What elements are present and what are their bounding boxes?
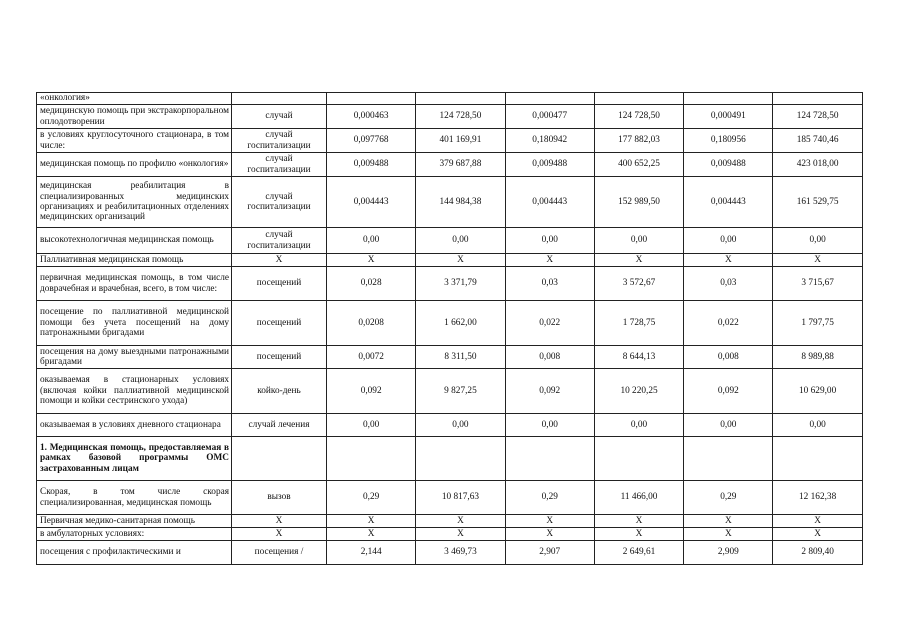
value-cell: 10 817,63 bbox=[416, 481, 505, 515]
value-cell: X bbox=[594, 528, 683, 541]
table-row bbox=[37, 301, 863, 346]
value-cell: 401 169,91 bbox=[416, 129, 505, 153]
value-cell: 0,180956 bbox=[684, 129, 773, 153]
value-cell: 0,00 bbox=[684, 228, 773, 254]
value-cell: X bbox=[773, 515, 862, 528]
row-label: высокотехнологичная медицинская помощь bbox=[37, 228, 232, 254]
table-row bbox=[37, 267, 863, 301]
value-cell: 161 529,75 bbox=[773, 177, 862, 228]
tariff-table bbox=[36, 92, 863, 565]
unit-cell: случай госпитализации bbox=[232, 129, 327, 153]
value-cell: 0,092 bbox=[327, 369, 416, 414]
unit-cell: X bbox=[232, 528, 327, 541]
value-cell: 0,00 bbox=[327, 228, 416, 254]
value-cell: 400 652,25 bbox=[594, 153, 683, 177]
row-label: первичная медицинская помощь, в том числе доврачебная и врачебная, всего, в том числе: bbox=[37, 267, 232, 301]
table-body bbox=[37, 93, 863, 565]
value-cell: X bbox=[327, 254, 416, 267]
value-cell: 8 989,88 bbox=[773, 346, 862, 369]
unit-cell: вызов bbox=[232, 481, 327, 515]
value-cell: 0,29 bbox=[684, 481, 773, 515]
value-cell bbox=[684, 93, 773, 105]
row-label: в амбулаторных условиях: bbox=[37, 528, 232, 541]
value-cell: X bbox=[416, 254, 505, 267]
value-cell: 0,028 bbox=[327, 267, 416, 301]
row-label: в условиях круглосуточного стационара, в том числе: bbox=[37, 129, 232, 153]
value-cell: X bbox=[327, 528, 416, 541]
value-cell: 11 466,00 bbox=[594, 481, 683, 515]
unit-cell: посещений bbox=[232, 346, 327, 369]
unit-cell: посещений bbox=[232, 301, 327, 346]
value-cell: 0,03 bbox=[505, 267, 594, 301]
row-label: Скорая, в том числе скорая специализированная, медицинская помощь bbox=[37, 481, 232, 515]
value-cell: 3 469,73 bbox=[416, 541, 505, 565]
value-cell: X bbox=[505, 515, 594, 528]
value-cell: 0,0208 bbox=[327, 301, 416, 346]
value-cell: 1 797,75 bbox=[773, 301, 862, 346]
value-cell: 0,0072 bbox=[327, 346, 416, 369]
value-cell: 0,00 bbox=[773, 414, 862, 437]
value-cell: 0,00 bbox=[594, 228, 683, 254]
value-cell bbox=[416, 437, 505, 481]
value-cell: 2,144 bbox=[327, 541, 416, 565]
value-cell: 2 809,40 bbox=[773, 541, 862, 565]
value-cell bbox=[327, 93, 416, 105]
table-row bbox=[37, 177, 863, 228]
unit-cell: случай bbox=[232, 105, 327, 129]
unit-cell: посещений bbox=[232, 267, 327, 301]
value-cell: 0,009488 bbox=[327, 153, 416, 177]
table-row bbox=[37, 515, 863, 528]
value-cell bbox=[327, 437, 416, 481]
value-cell: 3 371,79 bbox=[416, 267, 505, 301]
table-row bbox=[37, 93, 863, 105]
value-cell: 0,00 bbox=[773, 228, 862, 254]
value-cell: 0,000477 bbox=[505, 105, 594, 129]
value-cell: 0,00 bbox=[327, 414, 416, 437]
row-label: Паллиативная медицинская помощь bbox=[37, 254, 232, 267]
value-cell: 0,009488 bbox=[505, 153, 594, 177]
value-cell: 177 882,03 bbox=[594, 129, 683, 153]
value-cell: X bbox=[773, 528, 862, 541]
value-cell bbox=[594, 437, 683, 481]
table-row bbox=[37, 369, 863, 414]
value-cell: 0,022 bbox=[505, 301, 594, 346]
row-label: медицинская помощь по профилю «онкология» bbox=[37, 153, 232, 177]
value-cell: 8 311,50 bbox=[416, 346, 505, 369]
value-cell: 2 649,61 bbox=[594, 541, 683, 565]
row-label: посещение по паллиативной медицинской помощи без учета посещений на дому патронажными бригадами bbox=[37, 301, 232, 346]
value-cell: 0,022 bbox=[684, 301, 773, 346]
value-cell: 0,008 bbox=[684, 346, 773, 369]
value-cell: 0,00 bbox=[594, 414, 683, 437]
row-label: Первичная медико-санитарная помощь bbox=[37, 515, 232, 528]
value-cell: 0,097768 bbox=[327, 129, 416, 153]
value-cell: 2,907 bbox=[505, 541, 594, 565]
value-cell: 0,29 bbox=[327, 481, 416, 515]
value-cell: 12 162,38 bbox=[773, 481, 862, 515]
value-cell: 185 740,46 bbox=[773, 129, 862, 153]
value-cell: X bbox=[684, 528, 773, 541]
value-cell: 0,004443 bbox=[684, 177, 773, 228]
value-cell: 0,004443 bbox=[505, 177, 594, 228]
value-cell: 152 989,50 bbox=[594, 177, 683, 228]
value-cell: 0,009488 bbox=[684, 153, 773, 177]
value-cell: 0,29 bbox=[505, 481, 594, 515]
value-cell bbox=[505, 437, 594, 481]
row-label: «онкология» bbox=[37, 93, 232, 105]
row-label: оказываемая в стационарных условиях (включая койки паллиативной медицинской помощи и койки сестринского ухода) bbox=[37, 369, 232, 414]
value-cell: 0,004443 bbox=[327, 177, 416, 228]
value-cell: 0,00 bbox=[684, 414, 773, 437]
value-cell: 10 220,25 bbox=[594, 369, 683, 414]
row-label: посещения на дому выездными патронажными бригадами bbox=[37, 346, 232, 369]
unit-cell bbox=[232, 93, 327, 105]
value-cell: 0,03 bbox=[684, 267, 773, 301]
value-cell: 0,000463 bbox=[327, 105, 416, 129]
value-cell: X bbox=[594, 254, 683, 267]
table-row bbox=[37, 153, 863, 177]
value-cell: 0,092 bbox=[505, 369, 594, 414]
value-cell: 0,00 bbox=[416, 228, 505, 254]
table-row bbox=[37, 105, 863, 129]
table-row bbox=[37, 129, 863, 153]
unit-cell: X bbox=[232, 254, 327, 267]
table-row bbox=[37, 481, 863, 515]
value-cell: 3 715,67 bbox=[773, 267, 862, 301]
value-cell bbox=[684, 437, 773, 481]
unit-cell: посещения / bbox=[232, 541, 327, 565]
table-row bbox=[37, 528, 863, 541]
table-row bbox=[37, 541, 863, 565]
value-cell: 0,008 bbox=[505, 346, 594, 369]
value-cell: 0,092 bbox=[684, 369, 773, 414]
unit-cell: случай госпитализации bbox=[232, 228, 327, 254]
value-cell: 0,180942 bbox=[505, 129, 594, 153]
unit-cell bbox=[232, 437, 327, 481]
table-row bbox=[37, 254, 863, 267]
value-cell: X bbox=[773, 254, 862, 267]
unit-cell: случай госпитализации bbox=[232, 177, 327, 228]
value-cell: 10 629,00 bbox=[773, 369, 862, 414]
value-cell: X bbox=[327, 515, 416, 528]
value-cell: 0,00 bbox=[505, 414, 594, 437]
value-cell: 0,00 bbox=[505, 228, 594, 254]
value-cell: X bbox=[416, 528, 505, 541]
unit-cell: X bbox=[232, 515, 327, 528]
value-cell: 124 728,50 bbox=[416, 105, 505, 129]
value-cell: 0,000491 bbox=[684, 105, 773, 129]
unit-cell: койко-день bbox=[232, 369, 327, 414]
unit-cell: случай госпитализации bbox=[232, 153, 327, 177]
value-cell: 1 728,75 bbox=[594, 301, 683, 346]
table-row bbox=[37, 228, 863, 254]
value-cell: 124 728,50 bbox=[594, 105, 683, 129]
value-cell bbox=[505, 93, 594, 105]
value-cell bbox=[773, 93, 862, 105]
document-page bbox=[36, 92, 862, 565]
value-cell: X bbox=[505, 254, 594, 267]
value-cell: 0,00 bbox=[416, 414, 505, 437]
value-cell bbox=[416, 93, 505, 105]
value-cell bbox=[594, 93, 683, 105]
row-label: медицинская реабилитация в специализированных медицинских организациях и реабилитационных отделениях медицинских организаций bbox=[37, 177, 232, 228]
value-cell: 144 984,38 bbox=[416, 177, 505, 228]
row-label: медицинскую помощь при экстракорпоральном оплодотворении bbox=[37, 105, 232, 129]
value-cell: X bbox=[684, 515, 773, 528]
unit-cell: случай лечения bbox=[232, 414, 327, 437]
value-cell: X bbox=[505, 528, 594, 541]
row-label: 1. Медицинская помощь, предоставляемая в рамках базовой программы ОМС застрахованным лицам bbox=[37, 437, 232, 481]
table-row bbox=[37, 437, 863, 481]
value-cell: 423 018,00 bbox=[773, 153, 862, 177]
value-cell: X bbox=[416, 515, 505, 528]
value-cell: 1 662,00 bbox=[416, 301, 505, 346]
value-cell: 9 827,25 bbox=[416, 369, 505, 414]
value-cell: 124 728,50 bbox=[773, 105, 862, 129]
table-row bbox=[37, 414, 863, 437]
value-cell: X bbox=[594, 515, 683, 528]
table-row bbox=[37, 346, 863, 369]
value-cell: 379 687,88 bbox=[416, 153, 505, 177]
value-cell: X bbox=[684, 254, 773, 267]
row-label: оказываемая в условиях дневного стационара bbox=[37, 414, 232, 437]
row-label: посещения с профилактическими и bbox=[37, 541, 232, 565]
value-cell: 8 644,13 bbox=[594, 346, 683, 369]
value-cell: 3 572,67 bbox=[594, 267, 683, 301]
value-cell: 2,909 bbox=[684, 541, 773, 565]
value-cell bbox=[773, 437, 862, 481]
